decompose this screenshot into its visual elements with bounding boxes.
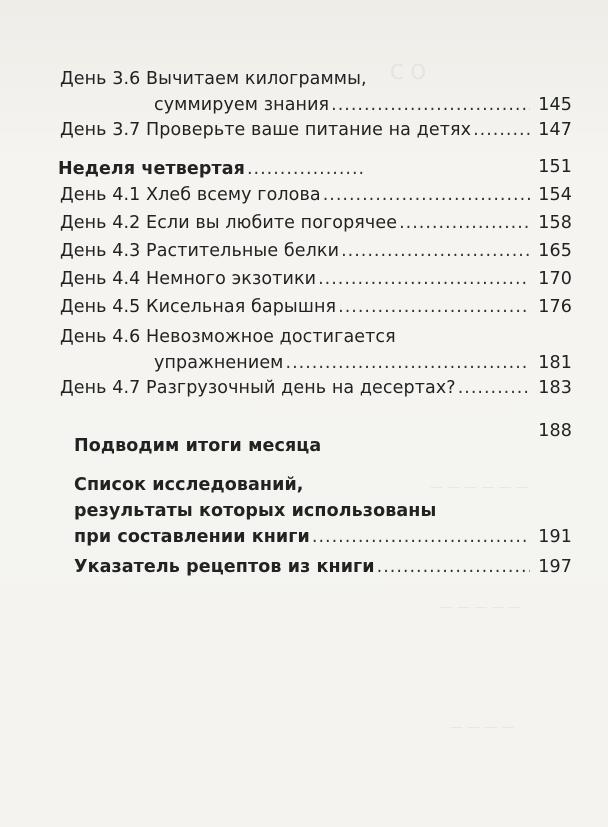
toc-page-number: 197 bbox=[538, 557, 572, 577]
toc-line bbox=[74, 554, 572, 580]
toc-section-entry bbox=[74, 554, 572, 580]
toc-section-title-row bbox=[74, 433, 586, 459]
toc-section-title: Указатель рецептов из книги bbox=[74, 557, 375, 577]
toc-line bbox=[60, 350, 572, 376]
toc-line bbox=[60, 210, 572, 236]
toc-entry-title: День 4.5 Кисельная барышня bbox=[60, 297, 337, 317]
toc-section-title: Неделя четвертая bbox=[58, 159, 245, 179]
bleed-through-decoration: С О bbox=[390, 60, 427, 84]
toc-entry bbox=[60, 294, 572, 320]
toc-page-number: 170 bbox=[538, 269, 572, 289]
toc-entry-title: День 4.2 Если вы любите погорячее bbox=[60, 213, 398, 233]
toc-entry-title: День 4.6 Невозможное достигается bbox=[60, 327, 396, 347]
toc-section-heading-row bbox=[58, 156, 570, 182]
bleed-through-decoration: — — — — — — bbox=[430, 480, 529, 495]
toc-line bbox=[60, 294, 572, 320]
toc-leader-dots bbox=[473, 117, 530, 143]
toc-leader-dots bbox=[458, 375, 530, 401]
toc-entry bbox=[60, 324, 572, 376]
toc-page-number: 165 bbox=[538, 241, 572, 261]
toc-entry-title: суммируем знания bbox=[154, 95, 330, 115]
toc-page-number: 181 bbox=[538, 353, 572, 373]
toc-page-number: 176 bbox=[538, 297, 572, 317]
toc-page-number: 158 bbox=[538, 213, 572, 233]
toc-entry bbox=[60, 117, 572, 143]
toc-line bbox=[74, 498, 572, 524]
toc-line bbox=[60, 375, 572, 401]
toc-leader-dots bbox=[377, 554, 530, 580]
toc-page-number: 151 bbox=[538, 157, 572, 177]
toc-entry-title: День 4.7 Разгрузочный день на десертах? bbox=[60, 378, 456, 398]
toc-section-title: при составлении книги bbox=[74, 527, 310, 547]
toc-line bbox=[60, 182, 572, 208]
toc-entry bbox=[60, 210, 572, 236]
toc-entry-title: День 4.3 Растительные белки bbox=[60, 241, 340, 261]
toc-leader-dots bbox=[286, 350, 531, 376]
toc-line bbox=[58, 156, 570, 182]
toc-leader-dots bbox=[338, 294, 530, 320]
toc-section-title: Список исследований, bbox=[74, 475, 304, 495]
toc-entry-title: День 4.1 Хлеб всему голова bbox=[60, 185, 321, 205]
toc-page-number: 183 bbox=[538, 378, 572, 398]
toc-leader-dots bbox=[247, 156, 365, 182]
toc-entry bbox=[60, 266, 572, 292]
toc-entry-title: День 3.7 Проверьте ваше питание на детях bbox=[60, 120, 472, 140]
bleed-through-decoration: — — — — bbox=[450, 720, 515, 735]
toc-entry bbox=[60, 66, 572, 118]
toc-line bbox=[60, 117, 572, 143]
bleed-through-decoration: — — — — — bbox=[440, 600, 522, 615]
toc-entry bbox=[60, 182, 572, 208]
toc-line bbox=[74, 472, 572, 498]
toc-leader-dots bbox=[331, 92, 530, 118]
toc-page-number: 154 bbox=[538, 185, 572, 205]
toc-line bbox=[74, 433, 586, 459]
toc-leader-dots bbox=[341, 238, 530, 264]
toc-section-entry bbox=[74, 472, 572, 550]
toc-leader-dots bbox=[399, 210, 530, 236]
toc-line bbox=[74, 524, 572, 550]
toc-section-title: результаты которых использованы bbox=[74, 501, 437, 521]
toc-line bbox=[60, 324, 572, 350]
toc-line bbox=[60, 238, 572, 264]
toc-page-number: 147 bbox=[538, 120, 572, 140]
toc-line bbox=[60, 66, 572, 92]
toc-page-number: 191 bbox=[538, 527, 572, 547]
toc-leader-dots bbox=[318, 266, 530, 292]
toc-line bbox=[60, 92, 572, 118]
toc-entry-title: упражнением bbox=[154, 353, 284, 373]
toc-leader-dots bbox=[312, 524, 530, 550]
toc-section-title: Подводим итоги месяца bbox=[74, 436, 322, 456]
toc-page-number: 188 bbox=[538, 421, 572, 441]
toc-entry bbox=[60, 238, 572, 264]
toc-entry bbox=[60, 375, 572, 401]
toc-leader-dots bbox=[323, 182, 530, 208]
toc-line bbox=[60, 266, 572, 292]
toc-page-number: 145 bbox=[538, 95, 572, 115]
toc-entry-title: День 3.6 Вычитаем килограммы, bbox=[60, 69, 367, 89]
toc-entry-title: День 4.4 Немного экзотики bbox=[60, 269, 317, 289]
